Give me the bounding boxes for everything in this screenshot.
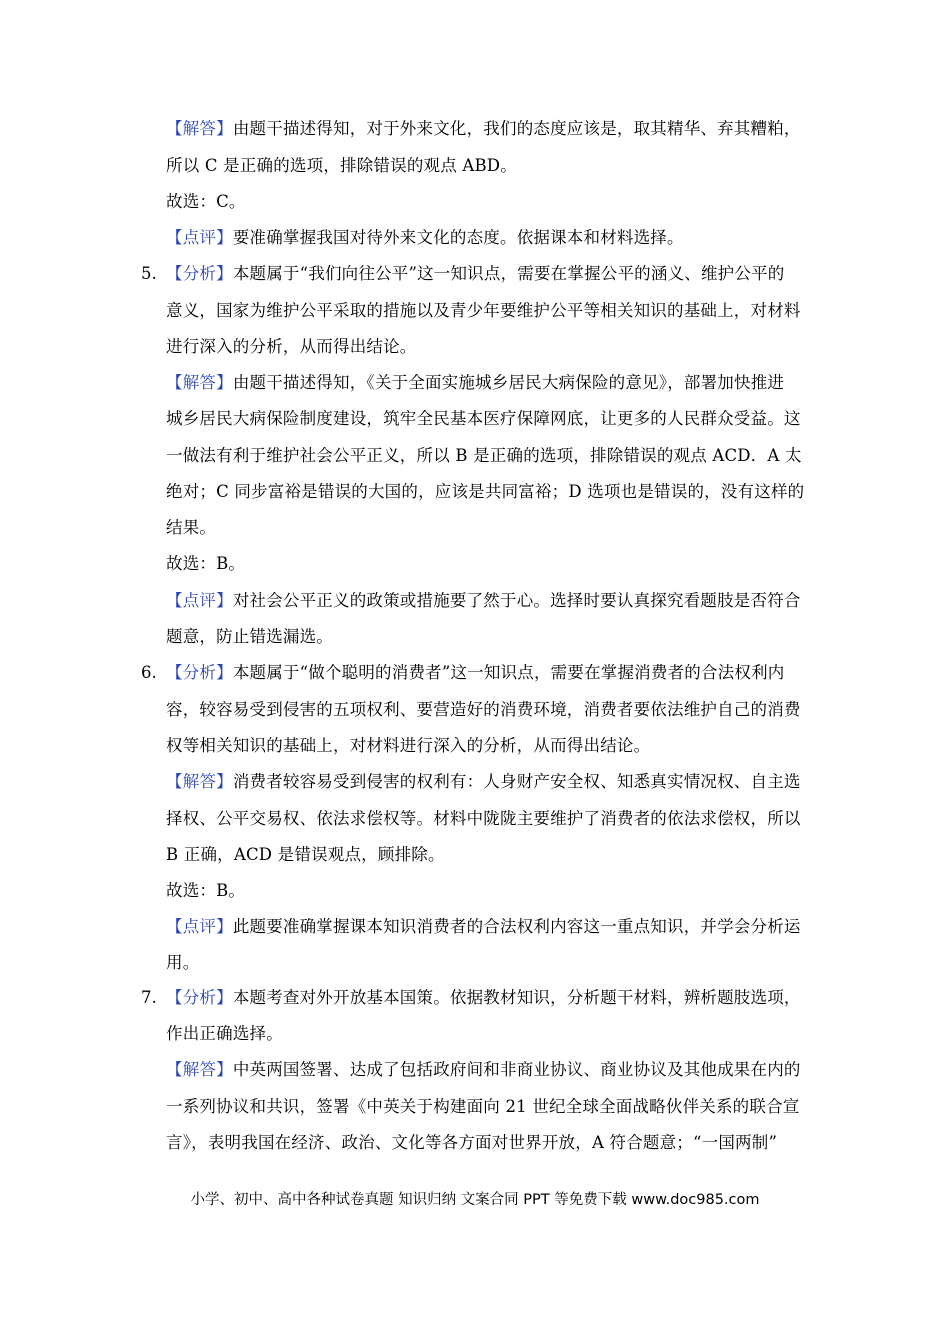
analysis-line: 【分析】本题属于“做个聪明的消费者”这一知识点，需要在掌握消费者的合法权利内 bbox=[166, 663, 785, 682]
analysis-tag: 【分析】 bbox=[166, 663, 233, 682]
question-number: 6. bbox=[141, 663, 157, 682]
comment-line: 【点评】对社会公平正义的政策或措施要了然于心。选择时要认真探究看题肢是否符合 bbox=[166, 591, 801, 610]
analysis-line: 进行深入的分析，从而得出结论。 bbox=[166, 337, 417, 356]
answer-line: 【解答】中英两国签署、达成了包括政府间和非商业协议、商业协议及其他成果在内的 bbox=[166, 1060, 801, 1079]
answer-line: 一系列协议和共识，签署《中英关于构建面向 21 世纪全球全面战略伙伴关系的联合宣 bbox=[166, 1097, 800, 1116]
answer-tag: 【解答】 bbox=[166, 1060, 233, 1079]
comment-line: 【点评】此题要准确掌握课本知识消费者的合法权利内容这一重点知识，并学会分析运 bbox=[166, 917, 801, 936]
analysis-line: 【分析】本题属于“我们向往公平”这一知识点，需要在掌握公平的涵义、维护公平的 bbox=[166, 264, 785, 283]
answer-line: 城乡居民大病保险制度建设，筑牢全民基本医疗保障网底，让更多的人民群众受益。这 bbox=[166, 409, 801, 428]
analysis-line: 权等相关知识的基础上，对材料进行深入的分析，从而得出结论。 bbox=[166, 736, 651, 755]
answer-tag: 【解答】 bbox=[166, 772, 233, 791]
answer-line: 【解答】消费者较容易受到侵害的权利有：人身财产安全权、知悉真实情况权、自主选 bbox=[166, 772, 801, 791]
answer-line: 【解答】由题干描述得知，对于外来文化，我们的态度应该是，取其精华、弃其糟粕， bbox=[166, 119, 801, 138]
choice-line: 故选：B。 bbox=[166, 881, 246, 900]
answer-line: 结果。 bbox=[166, 518, 217, 537]
question-number: 7. bbox=[141, 988, 157, 1007]
analysis-line: 意义，国家为维护公平采取的措施以及青少年要维护公平等相关知识的基础上，对材料 bbox=[166, 301, 801, 320]
answer-line: 【解答】由题干描述得知，《关于全面实施城乡居民大病保险的意见》，部署加快推进 bbox=[166, 373, 785, 392]
analysis-line: 作出正确选择。 bbox=[166, 1024, 283, 1043]
answer-tag: 【解答】 bbox=[166, 373, 233, 392]
answer-line: 言》，表明我国在经济、政治、文化等各方面对世界开放，A 符合题意；“一国两制” bbox=[166, 1133, 778, 1152]
choice-line: 故选：C。 bbox=[166, 192, 246, 211]
analysis-tag: 【分析】 bbox=[166, 264, 233, 283]
comment-tag: 【点评】 bbox=[166, 591, 233, 610]
answer-line: 绝对；C 同步富裕是错误的大国的，应该是共同富裕；D 选项也是错误的，没有这样的 bbox=[166, 482, 805, 501]
question-number: 5. bbox=[141, 264, 157, 283]
answer-line: 所以 C 是正确的选项，排除错误的观点 ABD。 bbox=[166, 156, 517, 175]
comment-line: 【点评】要准确掌握我国对待外来文化的态度。依据课本和材料选择。 bbox=[166, 228, 684, 247]
page-footer: 小学、初中、高中各种试卷真题 知识归纳 文案合同 PPT 等免费下载 www.doc985.com bbox=[190, 1192, 760, 1208]
comment-tag: 【点评】 bbox=[166, 228, 233, 247]
analysis-line: 容，较容易受到侵害的五项权利、要营造好的消费环境，消费者要依法维护自己的消费 bbox=[166, 700, 801, 719]
answer-line: B 正确，ACD 是错误观点，顾排除。 bbox=[166, 845, 445, 864]
answer-line: 一做法有利于维护社会公平正义，所以 B 是正确的选项，排除错误的观点 ACD．A 太 bbox=[166, 446, 802, 465]
choice-line: 故选：B。 bbox=[166, 554, 246, 573]
comment-line: 用。 bbox=[166, 953, 200, 972]
analysis-tag: 【分析】 bbox=[166, 988, 233, 1007]
answer-tag: 【解答】 bbox=[166, 119, 233, 138]
comment-line: 题意，防止错选漏选。 bbox=[166, 627, 333, 646]
answer-line: 择权、公平交易权、依法求偿权等。材料中陇陇主要维护了消费者的依法求偿权，所以 bbox=[166, 809, 801, 828]
comment-tag: 【点评】 bbox=[166, 917, 233, 936]
analysis-line: 【分析】本题考查对外开放基本国策。依据教材知识，分析题干材料，辨析题肢选项， bbox=[166, 988, 801, 1007]
